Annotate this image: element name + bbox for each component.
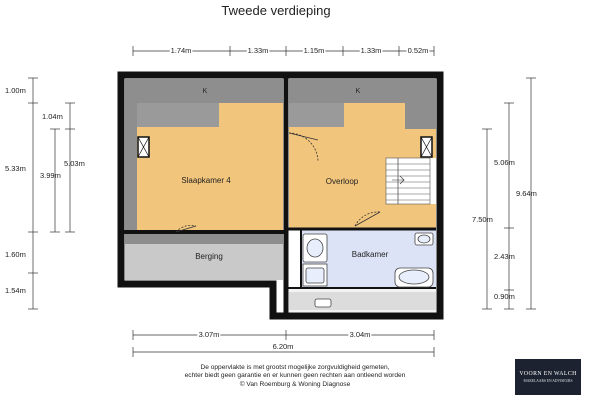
dim-left-3: 1.60m	[5, 250, 26, 259]
dim-bottom-1: 3.07m	[198, 330, 220, 339]
dim-left-2: 5.33m	[5, 164, 26, 173]
room-label-landing: Overloop	[325, 177, 359, 186]
dim-left-inner-2: 3.99m	[40, 171, 61, 180]
dim-left-inner-3: 5.03m	[64, 159, 85, 168]
dim-top-5: 0.52m	[407, 46, 429, 55]
stairs-knee	[405, 103, 436, 129]
dim-bottom-total: 6.20m	[272, 342, 294, 351]
landing-slope	[289, 103, 344, 127]
dim-left-1: 1.00m	[5, 86, 26, 95]
dim-bottom-2: 3.04m	[349, 330, 371, 339]
knee-label-left: K	[202, 88, 208, 95]
dim-right-4: 2.43m	[494, 252, 515, 261]
dim-right-2: 7.50m	[472, 215, 493, 224]
logo-name: VOORN EN WALCH	[519, 371, 577, 377]
dim-right-5: 0.90m	[494, 292, 515, 301]
disclaimer-line-1: De oppervlakte is met grootst mogelijke zorgvuldigheid gemeten,	[200, 364, 390, 371]
dim-left-4: 1.54m	[5, 286, 26, 295]
bedroom-left-strip	[125, 103, 137, 230]
bottom-hall-slope	[289, 292, 436, 310]
disclaimer-line-2: echter biedt geen garantie en er kunnen geen rechten aan ontleend worden	[184, 372, 406, 380]
storage-top-strip	[125, 234, 283, 244]
dim-left-inner-1: 1.04m	[42, 112, 63, 121]
disclaimer-line-3: © Van Roemburg & Woning Diagnose	[239, 380, 351, 388]
dim-right-3: 9.64m	[516, 189, 537, 198]
dim-top-3: 1.15m	[303, 46, 325, 55]
knee-wall-right	[289, 79, 436, 103]
dim-top-2: 1.33m	[247, 46, 269, 55]
knee-label-right: K	[355, 88, 361, 95]
room-label-bedroom: Slaapkamer 4	[181, 176, 231, 185]
bedroom-slope	[137, 103, 219, 127]
dim-top-4: 1.33m	[360, 46, 382, 55]
dim-right-1: 5.06m	[494, 158, 515, 167]
logo-tagline: MAKELAARS EN ADVISEURS	[523, 379, 573, 383]
dim-top-1: 1.74m	[170, 46, 192, 55]
room-label-storage: Berging	[195, 252, 223, 261]
room-label-bathroom: Badkamer	[351, 250, 389, 259]
stairs-area	[386, 158, 436, 204]
disclaimer	[120, 364, 470, 389]
floor-title: Tweede verdieping	[221, 3, 331, 18]
agency-logo	[515, 359, 581, 395]
